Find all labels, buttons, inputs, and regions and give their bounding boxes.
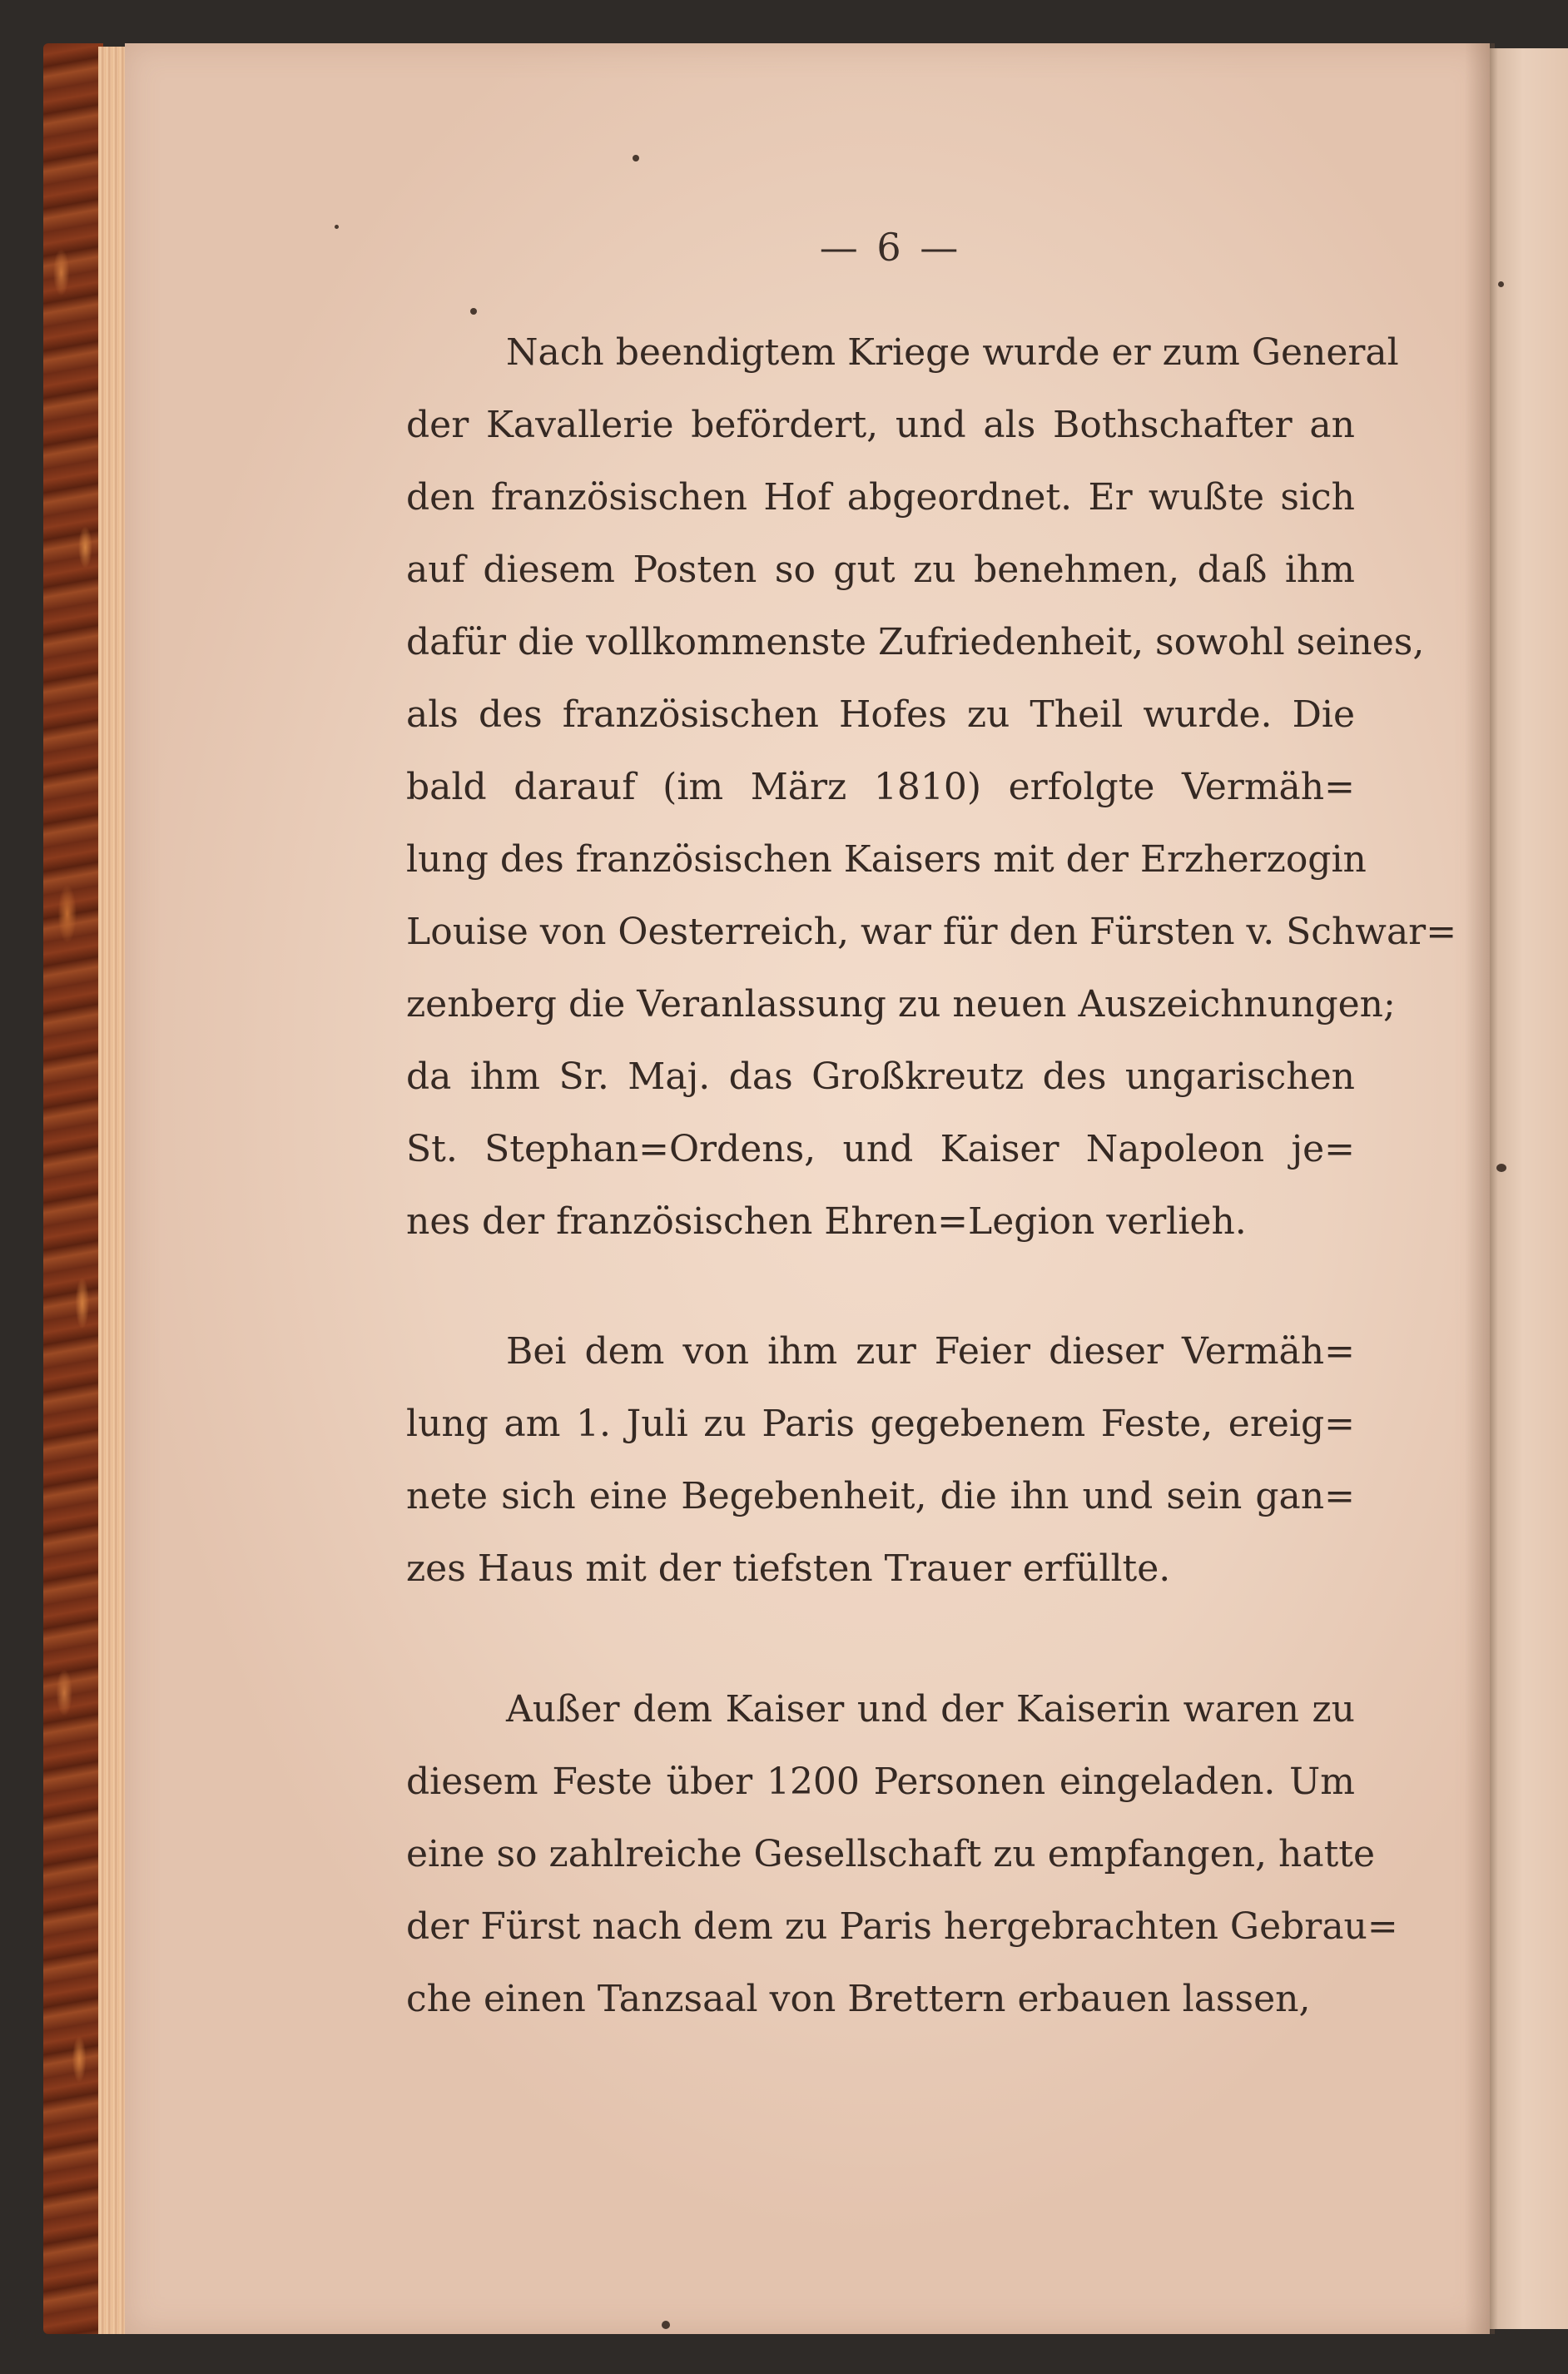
text-line: als des französischen Hofes zu Theil wurde. Die [406, 693, 1355, 736]
text-line: lung am 1. Juli zu Paris gegebenem Feste, ereig= [406, 1403, 1355, 1445]
text-line: zenberg die Veranlassung zu neuen Auszeichnungen; [406, 983, 1396, 1026]
ink-speck [633, 155, 639, 161]
text-line: nete sich eine Begebenheit, die ihn und sein gan= [406, 1475, 1355, 1517]
text-line: zes Haus mit der tiefsten Trauer erfüllte. [406, 1547, 1171, 1590]
text-line: der Fürst nach dem zu Paris hergebrachten Gebrau= [406, 1905, 1398, 1948]
text-line: der Kavallerie befördert, und als Bothschafter an [406, 404, 1355, 446]
paragraph [406, 1673, 1398, 2035]
text-line: che einen Tanzsaal von Brettern erbauen lassen, [406, 1978, 1311, 2020]
text-line: nes der französischen Ehren=Legion verlieh. [406, 1200, 1247, 1243]
text-line: Außer dem Kaiser und der Kaiserin waren zu [506, 1688, 1355, 1731]
text-line: dafür die vollkommenste Zufriedenheit, sowohl seines, [406, 621, 1425, 663]
text-line: Nach beendigtem Kriege wurde er zum General [506, 331, 1399, 374]
text-line: St. Stephan=Ordens, und Kaiser Napoleon je= [406, 1128, 1355, 1170]
page-number: — 6 — [819, 225, 962, 270]
text-line: eine so zahlreiche Gesellschaft zu empfangen, hatte [406, 1833, 1375, 1875]
text-line: bald darauf (im März 1810) erfolgte Vermäh= [406, 766, 1355, 808]
marbled-book-cover [43, 43, 103, 2334]
facing-page-edge [1490, 48, 1568, 2329]
ink-speck [335, 225, 339, 229]
paragraph [406, 316, 1457, 1258]
ink-speck [662, 2321, 670, 2329]
text-line: den französischen Hof abgeordnet. Er wußte sich [406, 476, 1355, 519]
ink-speck [470, 308, 477, 315]
text-line: lung des französischen Kaisers mit der Erzherzogin [406, 838, 1367, 881]
text-line: diesem Feste über 1200 Personen eingeladen. Um [406, 1761, 1355, 1803]
paragraph [406, 1315, 1355, 1605]
ink-speck [1498, 281, 1504, 287]
text-line: Bei dem von ihm zur Feier dieser Vermäh= [506, 1330, 1355, 1373]
text-line: auf diesem Posten so gut zu benehmen, daß ihm [406, 549, 1355, 591]
text-line: da ihm Sr. Maj. das Großkreutz des ungarischen [406, 1055, 1355, 1098]
text-line: Louise von Oesterreich, war für den Fürsten v. Schwar= [406, 911, 1457, 953]
ink-speck [1496, 1164, 1506, 1172]
